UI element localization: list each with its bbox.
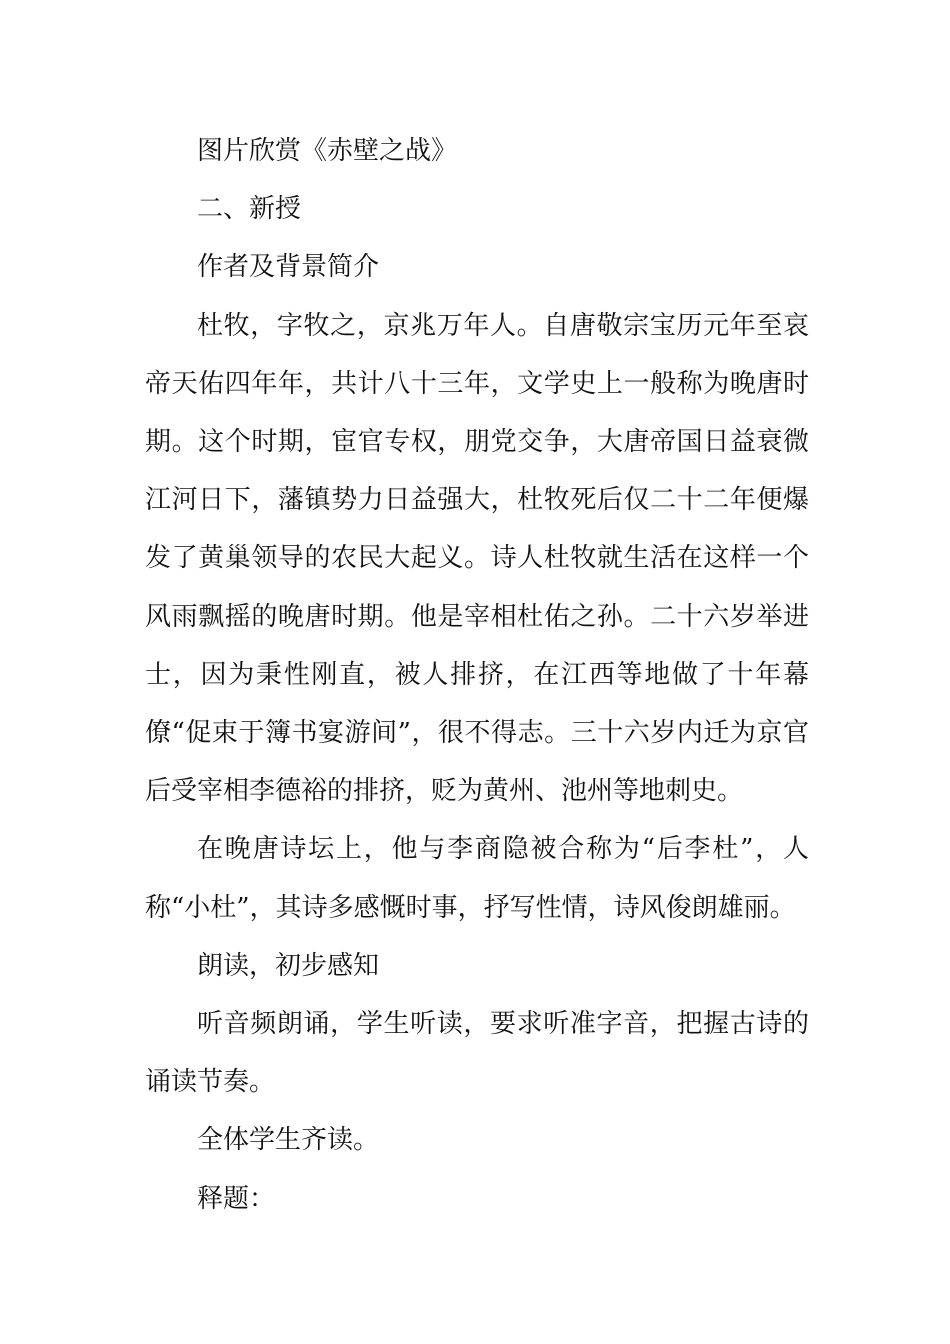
heading-title-explanation: 释题： <box>197 1183 276 1214</box>
paragraph-author-bio: 杜牧，字牧之，京兆万年人。自唐敬宗宝历元年至哀帝天佑四年年，共计八十三年，文学史上一般称为晚唐时期。这个时期，宦官专权，朋党交争，大唐帝国日益衰微江河日下，藩镇势力日益强大，杜牧死后仅二十二年便爆发了黄巢领导的农民大起义。诗人杜牧就生活在这样一个风雨飘摇的晚唐时期。他是宰相杜佑之孙。二十六岁举进士，因为秉性刚直，被人排挤，在江西等地做了十年幕僚“促束于簿书宴游间”，很不得志。三十六岁内迁为京官后受宰相李德裕的排挤，贬为黄州、池州等地刺史。 <box>145 310 809 807</box>
heading-author-background: 作者及背景简介 <box>197 252 380 283</box>
heading-new-lesson: 二、新授 <box>197 194 302 225</box>
paragraph-poetry-status: 在晚唐诗坛上，他与李商隐被合称为“后李杜”，人称“小杜”，其诗多感慨时事，抒写性情，诗风俊朗雄丽。 <box>145 834 809 923</box>
document-body <box>145 122 809 1228</box>
paragraph-group-reading: 全体学生齐读。 <box>197 1125 380 1156</box>
paragraph-listening: 听音频朗诵，学生听读，要求听准字音，把握古诗的诵读节奏。 <box>145 1009 809 1098</box>
heading-picture-appreciation: 图片欣赏《赤壁之战》 <box>197 136 458 166</box>
heading-reading: 朗读，初步感知 <box>197 950 380 981</box>
